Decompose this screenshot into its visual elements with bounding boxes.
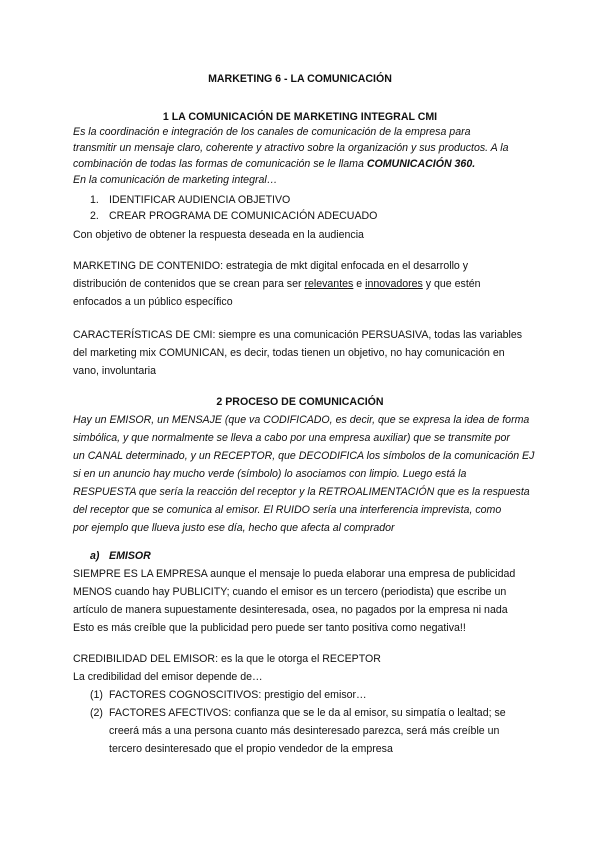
paragraph-line: CREDIBILIDAD DEL EMISOR: es la que le otorga el RECEPTOR: [73, 653, 381, 665]
list-number: 2.: [90, 210, 99, 222]
paragraph-line: RESPUESTA que sería la reacción del receptor y la RETROALIMENTACIÓN que es la respuesta: [73, 486, 530, 498]
paragraph-line: En la comunicación de marketing integral…: [73, 174, 278, 186]
subsection-label: a): [90, 550, 100, 562]
paragraph-line: del marketing mix COMUNICAN, es decir, todas tienen un objetivo, no hay comunicación en: [73, 347, 505, 359]
list-item: IDENTIFICAR AUDIENCIA OBJETIVO: [109, 194, 291, 206]
list-number: (2): [90, 707, 103, 719]
paragraph-line: MENOS cuando hay PUBLICITY; cuando el emisor es un tercero (periodista) que escribe un: [73, 586, 507, 598]
paragraph-line: artículo de manera supuestamente desinteresada, osea, no pagados por la empresa ni nada: [73, 604, 508, 616]
paragraph-text: y que estén: [422, 278, 481, 290]
subsection-heading: EMISOR: [109, 550, 151, 562]
paragraph-line: Hay un EMISOR, un MENSAJE (que va CODIFICADO, es decir, que se expresa la idea de forma: [73, 414, 530, 426]
paragraph-line: CARACTERÍSTICAS DE CMI: siempre es una comunicación PERSUASIVA, todas las variables: [73, 329, 523, 341]
paragraph-line: Esto es más creíble que la publicidad pero puede ser tanto positiva como negativa!!: [73, 622, 466, 634]
paragraph-line: [73, 157, 475, 171]
list-item-continuation: tercero desinteresado que el propio vendedor de la empresa: [109, 743, 393, 755]
highlight-term: COMUNICACIÓN 360.: [366, 158, 476, 170]
paragraph-line: transmitir un mensaje claro, coherente y atractivo sobre la organización y sus productos. A la: [73, 142, 509, 154]
list-number: 1.: [90, 194, 99, 206]
list-item: FACTORES COGNOSCITIVOS: prestigio del emisor…: [109, 689, 367, 701]
paragraph-line: enfocados a un público específico: [73, 296, 233, 308]
paragraph-line: [73, 277, 481, 291]
paragraph-line: SIEMPRE ES LA EMPRESA aunque el mensaje lo pueda elaborar una empresa de publicidad: [73, 568, 516, 580]
page-title: MARKETING 6 - LA COMUNICACIÓN: [208, 73, 392, 85]
paragraph-line: simbólica, y que normalmente se lleva a cabo por una empresa auxiliar) que se transmite por: [73, 432, 510, 444]
paragraph-line: un CANAL determinado, y un RECEPTOR, que DECODIFICA los símbolos de la comunicación EJ: [73, 450, 535, 462]
paragraph-line: MARKETING DE CONTENIDO: estrategia de mkt digital enfocada en el desarrollo y: [73, 260, 469, 272]
paragraph-line: vano, involuntaria: [73, 365, 157, 377]
paragraph-text: e: [353, 278, 366, 290]
list-number: (1): [90, 689, 103, 701]
list-item-continuation: creerá más a una persona cuanto más desinteresado parezca, será más creíble un: [109, 725, 500, 737]
paragraph-line: si en un anuncio hay mucho verde (símbolo) lo asociamos con limpio. Luego está la: [73, 468, 467, 480]
underlined-term: relevantes: [304, 278, 354, 290]
paragraph-line: del receptor que se comunica al emisor. El RUIDO sería una interferencia imprevista, como: [73, 504, 502, 516]
paragraph-text: combinación de todas las formas de comunicación se le llama: [73, 158, 367, 170]
paragraph-line: Es la coordinación e integración de los canales de comunicación de la empresa para: [73, 126, 471, 138]
underlined-term: innovadores: [365, 278, 423, 290]
paragraph-line: Con objetivo de obtener la respuesta deseada en la audiencia: [73, 229, 364, 241]
paragraph-text: distribución de contenidos que se crean para ser: [73, 278, 305, 290]
paragraph-line: por ejemplo que llueva justo ese día, hecho que afecta al comprador: [73, 522, 395, 534]
list-item: FACTORES AFECTIVOS: confianza que se le da al emisor, su simpatía o lealtad; se: [109, 707, 506, 719]
section-heading: 1 LA COMUNICACIÓN DE MARKETING INTEGRAL CMI: [162, 111, 438, 123]
list-item: CREAR PROGRAMA DE COMUNICACIÓN ADECUADO: [109, 210, 378, 222]
paragraph-line: La credibilidad del emisor depende de…: [73, 671, 263, 683]
section-heading: 2 PROCESO DE COMUNICACIÓN: [216, 396, 384, 408]
